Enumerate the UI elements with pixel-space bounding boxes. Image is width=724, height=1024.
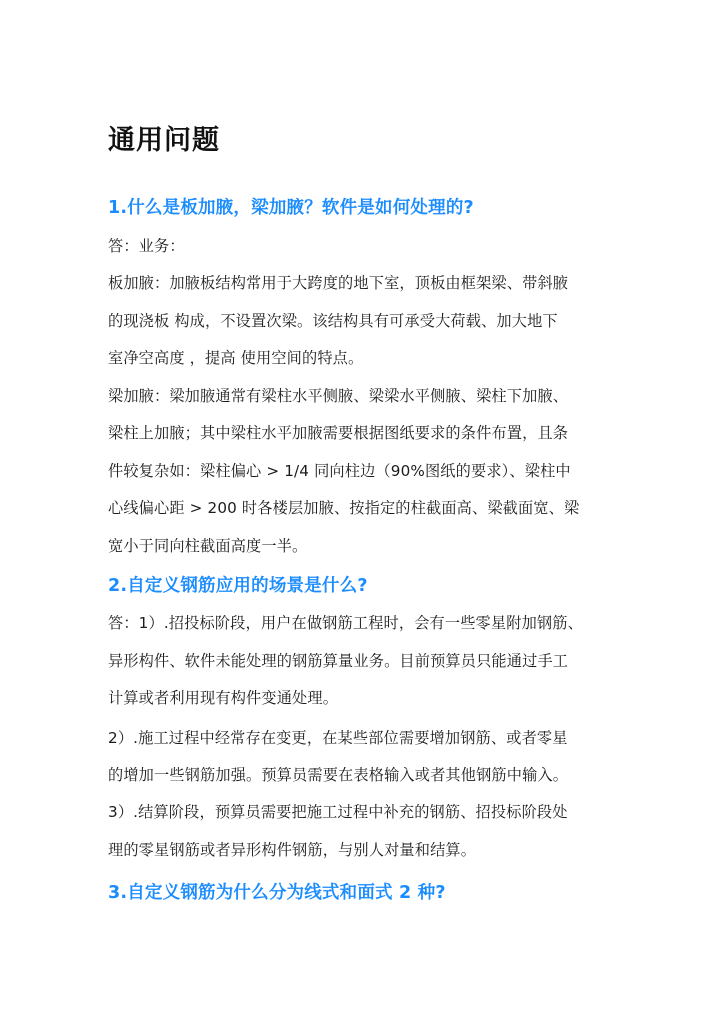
q2-answer-line: 的增加一些钢筋加强。预算员需要在表格输入或者其他钢筋中输入。 <box>108 766 569 784</box>
q1-answer-line: 心线偏心距 > 200 时各楼层加腋、按指定的柱截面高、梁截面宽、梁 <box>108 499 580 517</box>
q1-answer-line: 件较复杂如：梁柱偏心 > 1/4 同向柱边（90%图纸的要求）、梁柱中 <box>108 462 571 480</box>
q2-answer-line: 计算或者利用现有构件变通处理。 <box>108 689 339 707</box>
question-3-heading: 3.自定义钢筋为什么分为线式和面式 2 种? <box>108 883 446 903</box>
q1-answer-line: 板加腋：加腋板结构常用于大跨度的地下室，顶板由框架梁、带斜腋 <box>108 274 569 292</box>
q1-answer-line: 宽小于同向柱截面高度一半。 <box>108 537 308 555</box>
q1-answer-line: 的现浇板 构成，不设置次梁。该结构具有可承受大荷载、加大地下 <box>108 312 558 330</box>
q1-answer-line: 室净空高度 ，提高 使用空间的特点。 <box>108 349 364 367</box>
question-1-heading: 1.什么是板加腋，梁加腋？软件是如何处理的? <box>108 198 474 218</box>
q2-answer-line: 2）.施工过程中经常存在变更，在某些部位需要增加钢筋、或者零星 <box>108 729 568 747</box>
q2-answer-line: 答：1）.招投标阶段，用户在做钢筋工程时，会有一些零星附加钢筋、 <box>108 614 583 632</box>
page-title: 通用问题 <box>108 125 220 156</box>
question-2-heading: 2.自定义钢筋应用的场景是什么? <box>108 576 368 596</box>
q1-answer-line: 答：业务： <box>108 237 185 255</box>
q1-answer-line: 梁加腋：梁加腋通常有梁柱水平侧腋、梁梁水平侧腋、梁柱下加腋、 <box>108 387 569 405</box>
q2-answer-line: 3）.结算阶段，预算员需要把施工过程中补充的钢筋、招投标阶段处 <box>108 803 568 821</box>
q2-answer-line: 异形构件、软件未能处理的钢筋算量业务。目前预算员只能通过手工 <box>108 652 569 670</box>
q2-answer-line: 理的零星钢筋或者异形构件钢筋，与别人对量和结算。 <box>108 841 477 859</box>
q1-answer-line: 梁柱上加腋；其中梁柱水平加腋需要根据图纸要求的条件布置，且条 <box>108 424 569 442</box>
